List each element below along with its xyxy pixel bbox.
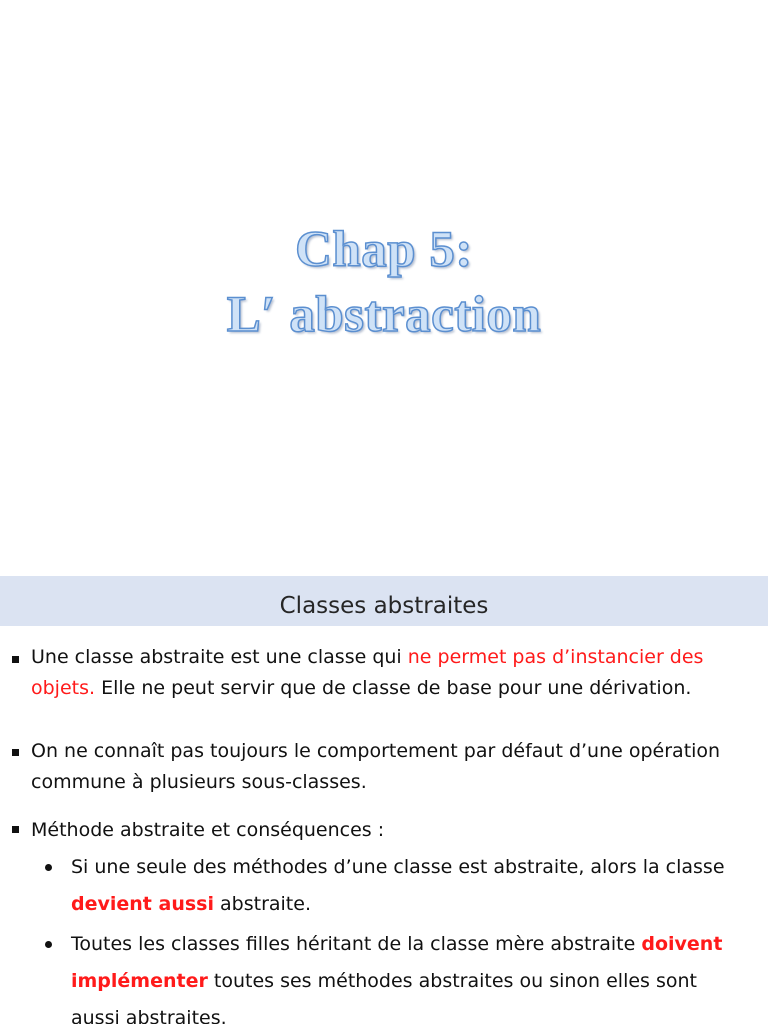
bullet-abstract-method-text: Méthode abstraite et conséquences : — [31, 819, 385, 841]
chapter-topic-title: L′ abstraction — [226, 287, 542, 343]
sub-bullet-child-classes — [71, 926, 739, 1024]
slide-header-band — [0, 576, 768, 626]
square-bullet-icon — [12, 749, 19, 756]
bullet-definition — [31, 642, 743, 704]
sub-bullet-child-classes-emphasis: doivent implémenter — [71, 933, 723, 992]
sub-bullet-single-method-text-2: abstraite. — [213, 893, 311, 915]
slide-heading: Classes abstraites — [279, 593, 489, 619]
bullet-default-behaviour-text: On ne connaît pas toujours le comportement par défaut d’une opération commune à plusieurs sous-classes. — [31, 740, 721, 793]
sub-bullet-child-classes-text-1: Toutes les classes filles héritant de la classe mère abstraite — [71, 933, 642, 955]
chapter-number-title: Chap 5: — [295, 222, 473, 278]
round-bullet-icon — [45, 864, 52, 871]
bullet-default-behaviour — [31, 736, 743, 798]
sub-bullet-single-method-emphasis: devient aussi — [71, 893, 214, 915]
sub-bullet-single-method — [71, 849, 739, 923]
bullet-abstract-method — [31, 815, 743, 846]
bullet-definition-text-1: Une classe abstraite est une classe qui — [31, 646, 408, 668]
sub-bullet-child-classes-text-2: toutes ses méthodes abstraites ou sinon elles sont aussi abstraites. — [71, 970, 698, 1024]
square-bullet-icon — [12, 826, 19, 833]
sub-bullet-single-method-text-1: Si une seule des méthodes d’une classe est abstraite, alors la classe — [71, 856, 725, 878]
bullet-definition-text-2: Elle ne peut servir que de classe de base pour une dérivation. — [95, 677, 692, 699]
bullet-definition-emphasis: ne permet pas d’instancier des objets. — [31, 646, 704, 699]
round-bullet-icon — [45, 941, 52, 948]
content-slide — [0, 568, 768, 1024]
square-bullet-icon — [12, 656, 19, 663]
